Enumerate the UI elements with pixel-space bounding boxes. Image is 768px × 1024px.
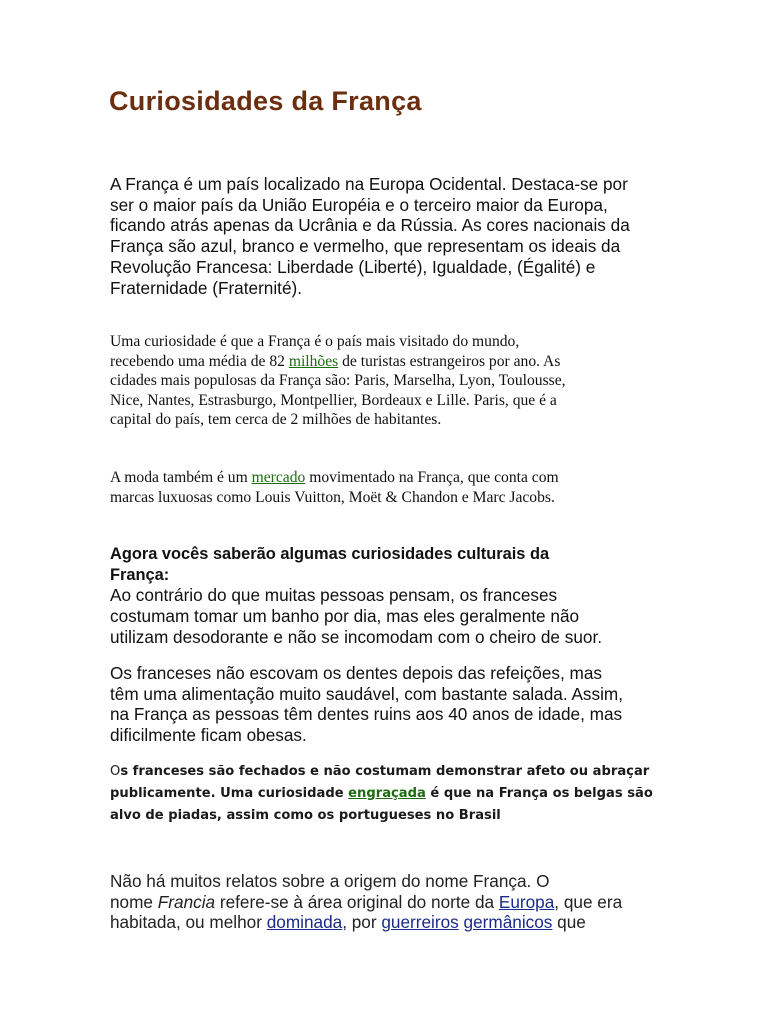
paragraph-line: Ao contrário do que muitas pessoas pensam, os franceses (110, 585, 558, 606)
paragraph-line: Fraternidade (Fraternité). (110, 277, 302, 298)
paragraph-line: dificilmente ficam obesas. (110, 725, 307, 746)
paragraph-fashion (110, 468, 670, 507)
text-run: de turistas estrangeiros por ano. As (338, 352, 561, 370)
section-heading: França: (110, 565, 170, 584)
paragraph-line: capital do país, tem cerca de 2 milhões de habitantes. (110, 411, 442, 429)
paragraph-line: Nice, Nantes, Estrasburgo, Montpellier, Bordeaux e Lille. Paris, que é a (110, 391, 557, 409)
paragraph-line: ficando atrás apenas da Ucrânia e da Rússia. As cores nacionais da (110, 215, 630, 236)
paragraph-line: Os franceses não escovam os dentes depois das refeições, mas (110, 663, 603, 683)
text-run: que (552, 912, 586, 933)
paragraph-line (110, 912, 670, 933)
page-title: Curiosidades da França (109, 86, 422, 116)
paragraph-belgians (110, 761, 670, 827)
text-run: publicamente. Uma curiosidade (110, 786, 349, 801)
paragraph-line: têm uma alimentação muito saudável, com bastante salada. Assim, (110, 683, 624, 704)
paragraph-line: utilizam desodorante e não se incomodam com o cheiro de suor. (110, 626, 603, 647)
paragraph-culture (110, 544, 670, 648)
link-europa[interactable]: Europa (498, 891, 555, 912)
text-run: habitada, ou melhor (110, 912, 267, 933)
paragraph-teeth (110, 663, 670, 746)
text-run: O (110, 764, 121, 779)
paragraph-line: alvo de piadas, assim como os portugueses no Brasil (110, 808, 501, 823)
link-engracada[interactable]: engraçada (348, 786, 426, 801)
paragraph-line: cidades mais populosas da França são: Paris, Marselha, Lyon, Toulousse, (110, 372, 566, 390)
text-run: refere-se à área original do norte da (215, 891, 499, 912)
paragraph-line: França são azul, branco e vermelho, que representam os ideais da (110, 236, 621, 257)
paragraph-line: Uma curiosidade é que a França é o país mais visitado do mundo, (110, 333, 520, 350)
link-milhoes[interactable]: milhões (288, 352, 339, 370)
paragraph-line (110, 761, 670, 783)
paragraph-line (110, 783, 670, 805)
paragraph-line: na França as pessoas têm dentes ruins aos 40 anos de idade, mas (110, 704, 623, 725)
paragraph-line: marcas luxuosas como Louis Vuitton, Moët & Chandon e Marc Jacobs. (110, 488, 555, 506)
text-run: movimentado na França, que conta com (305, 469, 559, 486)
paragraph-intro (110, 174, 670, 298)
link-dominada[interactable]: dominada (266, 912, 343, 933)
section-heading: Agora vocês saberão algumas curiosidades culturais da (110, 545, 550, 563)
text-run: , que era (554, 891, 623, 912)
paragraph-line: ser o maior país da União Européia e o terceiro maior da Europa, (110, 194, 608, 215)
paragraph-tourism (110, 332, 670, 430)
text-run: é que na França os belgas são (425, 786, 653, 801)
paragraph-name-origin (110, 871, 670, 933)
text-run: , por (342, 912, 382, 933)
paragraph-line (110, 352, 670, 372)
paragraph-line: costumam tomar um banho por dia, mas eles geralmente não (110, 606, 580, 627)
paragraph-line (110, 468, 670, 488)
text-run: s franceses são fechados e não costumam demonstrar afeto ou abraçar (120, 764, 650, 779)
link-germanicos[interactable]: germânicos (463, 912, 553, 933)
text-run: nome (110, 891, 158, 912)
link-mercado[interactable]: mercado (251, 469, 306, 486)
paragraph-line: Revolução Francesa: Liberdade (Liberté), Igualdade, (Égalité) e (110, 256, 596, 277)
paragraph-line (110, 892, 670, 913)
paragraph-line: Não há muitos relatos sobre a origem do nome França. O (110, 871, 550, 891)
text-run: A moda também é um (110, 469, 252, 486)
text-run: recebendo uma média de 82 (110, 352, 289, 370)
link-guerreiros[interactable]: guerreiros (381, 912, 459, 933)
italic-term: Francia (157, 891, 216, 912)
paragraph-line: A França é um país localizado na Europa Ocidental. Destaca-se por (110, 174, 628, 194)
